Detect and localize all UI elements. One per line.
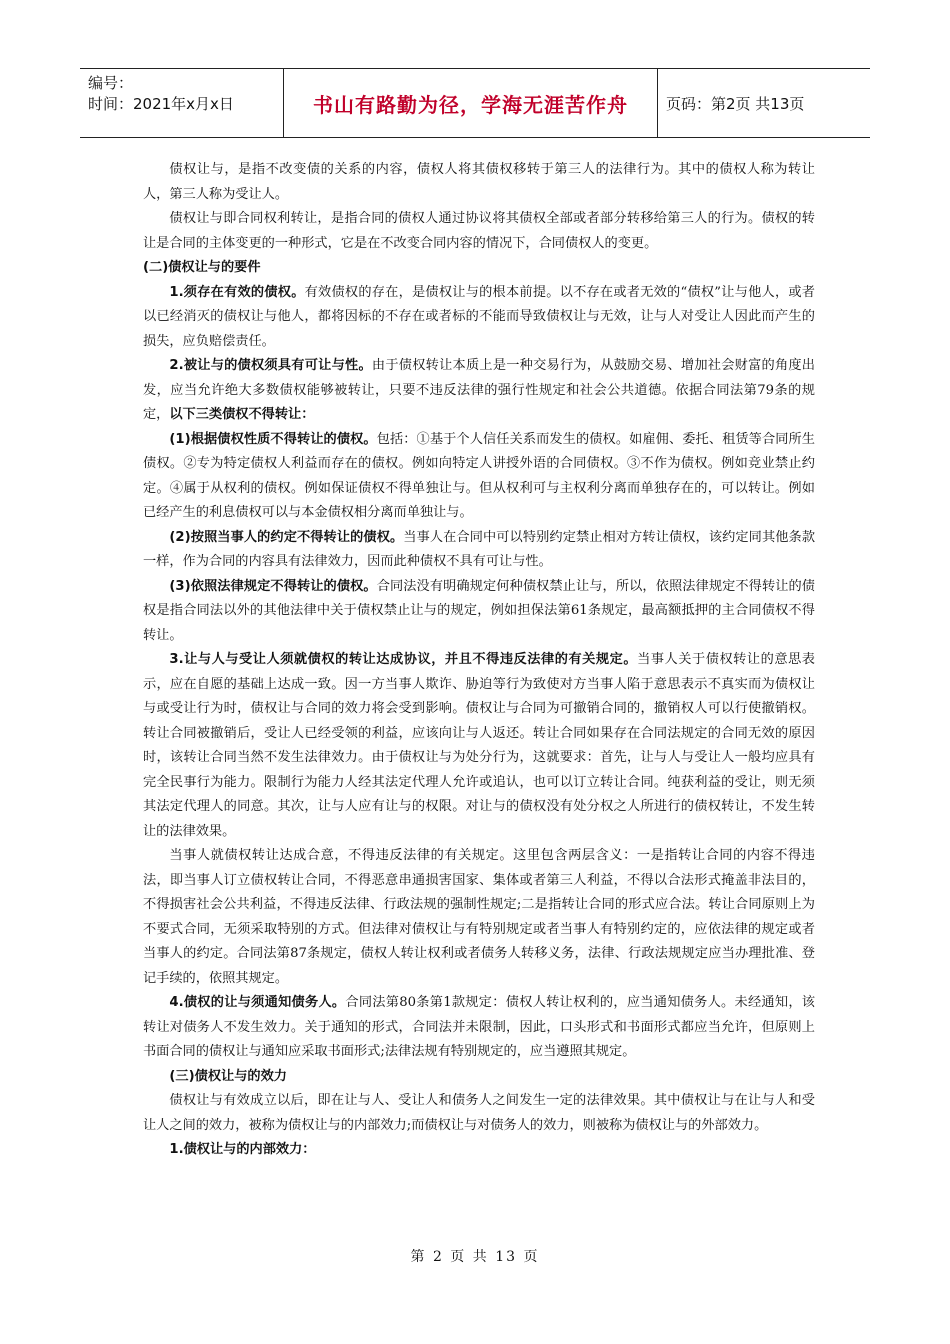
header-page-info: 页码：第2页 共13页 <box>666 94 805 113</box>
paragraph-text: 当事人在合同中可以特别约定禁止相对方转让债权，该约定同其他条款一样，作为合同的内容具有法律效力，因而此种债权不具有可让与性。 <box>143 529 816 569</box>
paragraph-text: 合同法没有明确规定何种债权禁止让与，所以，依照法律规定不得转让的债权是指合同法以外的其他法律中关于债权禁止让与的规定，例如担保法第61条规定，最高额抵押的主合同债权不得转让。 <box>143 578 815 643</box>
paragraph: 债权让与即合同权利转让，是指合同的债权人通过协议将其债权全部或者部分转移给第三人的行为。债权的转让是合同的主体变更的一种形式，它是在不改变合同内容的情况下，合同债权人的变更。 <box>143 211 815 251</box>
paragraph: 债权让与有效成立以后，即在让与人、受让人和债务人之间发生一定的法律效果。其中债权让与在让与人和受让人之间的效力，被称为债权让与的内部效力;而债权让与对债务人的效力，则被称为债权让与的外部效力。 <box>143 1093 815 1133</box>
paragraph: 债权让与，是指不改变债的关系的内容，债权人将其债权移转于第三人的法律行为。其中的债权人称为转让人，第三人称为受让人。 <box>143 162 815 202</box>
paragraph: 当事人就债权转让达成合意，不得违反法律的有关规定。这里包含两层含义：一是指转让合同的内容不得违法，即当事人订立债权转让合同，不得恶意串通损害国家、集体或者第三人利益，不得以合法形式掩盖非法目的，不得损害社会公共利益，不得违反法律、行政法规的强制性规定;二是指转让合同的形式应合法。转让合同原则上为不要式合同，无须采取特别的方式。但法律对债权让与有特别规定或者当事人有特别约定的，应依法律的规定或者当事人的约定。合同法第87条规定，债权人转让权利或者债务人转移义务，法律、行政法规规定应当办理批准、登记手续的，依照其规定。 <box>143 848 815 986</box>
paragraph-lead: (3)依照法律规定不得转让的债权。 <box>169 578 377 594</box>
paragraph <box>143 281 815 355</box>
paragraph-lead: (1)根据债权性质不得转让的债权。 <box>169 431 377 447</box>
header-meta <box>80 69 284 137</box>
paragraph <box>143 428 815 526</box>
paragraph-lead: 3.让与人与受让人须就债权的转让达成协议，并且不得违反法律的有关规定。 <box>169 652 638 667</box>
document-number: 编号： <box>88 74 134 92</box>
paragraph-text: 当事人关于债权转让的意思表示，应在自愿的基础上达成一致。因一方当事人欺诈、胁迫等行为致使对方当事人陷于意思表示不真实而为债权让与或受让行为时，债权让与合同的效力将会受到影响。债权让与合同为可撤销合同的，撤销权人可以行使撤销权。转让合同被撤销后，受让人已经受领的利益，应该向让与人返还。转让合同如果存在合同法规定的合同无效的原因时，该转让合同当然不发生法律效力。由于债权让与为处分行为，这就要求：首先，让与人与受让人一般均应具有完全民事行为能力。限制行为能力人经其法定代理人允许或追认，也可以订立转让合同。纯获利益的受让，则无须其法定代理人的同意。其次，让与人应有让与的权限。对让与的债权没有处分权之人所进行的债权转让，不发生转让的法律效果。 <box>143 652 815 839</box>
document-body <box>143 158 815 1163</box>
paragraph <box>143 354 815 428</box>
subsection-heading: 1.债权让与的内部效力： <box>169 1142 316 1157</box>
paragraph-lead: 2.被让与的债权须具有可让与性。 <box>169 358 372 373</box>
header-motto: 书山有路勤为径，学海无涯苦作舟 <box>313 92 628 117</box>
paragraph-lead: 4.债权的让与须通知债务人。 <box>169 995 346 1010</box>
paragraph-lead: (2)按照当事人的约定不得转让的债权。 <box>169 529 404 545</box>
paragraph-lead: 1.须存在有效的债权。 <box>169 284 305 300</box>
document-time: 时间：2021年x月x日 <box>88 95 234 113</box>
section-heading: (二)债权让与的要件 <box>143 260 261 275</box>
paragraph <box>143 991 815 1065</box>
paragraph-text: 合同法第80条第1款规定：债权人转让权利的，应当通知债务人。未经通知，该转让对债务人不发生效力。关于通知的形式，合同法并未限制，因此，口头形式和书面形式都应当允许，但原则上书面合同的债权让与通知应采取书面形式;法律法规有特别规定的，应当遵照其规定。 <box>143 995 815 1059</box>
header-motto-cell <box>284 69 658 137</box>
header-page-info-cell <box>658 69 870 137</box>
page-header <box>80 68 870 138</box>
paragraph-tail: 以下三类债权不得转让： <box>169 407 315 422</box>
paragraph-text: 包括：①基于个人信任关系而发生的债权。如雇佣、委托、租赁等合同所生债权。②专为特定债权人利益而存在的债权。例如向特定人讲授外语的合同债权。③不作为债权。例如竞业禁止约定。④属于从权利的债权。例如保证债权不得单独让与。但从权利可与主权利分离而单独存在的，可以转让。例如已经产生的利息债权可以与本金债权相分离而单独让与。 <box>143 431 815 520</box>
paragraph <box>143 648 815 844</box>
section-heading: (三)债权让与的效力 <box>169 1068 287 1084</box>
paragraph-text: 由于债权转让本质上是一种交易行为，从鼓励交易、增加社会财富的角度出发，应当允许绝大多数债权能够被转让，只要不违反法律的强行性规定和社会公共道德。依据合同法第79条的规定， <box>143 358 815 422</box>
paragraph <box>143 575 815 649</box>
paragraph <box>143 526 815 575</box>
paragraph-text: 有效债权的存在，是债权让与的根本前提。以不存在或者无效的“债权”让与他人，或者以已经消灭的债权让与他人，都将因标的不存在或者标的不能而导致债权让与无效，让与人对受让人因此而产生的损失，应负赔偿责任。 <box>143 284 815 349</box>
page-footer: 第 2 页 共 13 页 <box>410 1249 540 1265</box>
